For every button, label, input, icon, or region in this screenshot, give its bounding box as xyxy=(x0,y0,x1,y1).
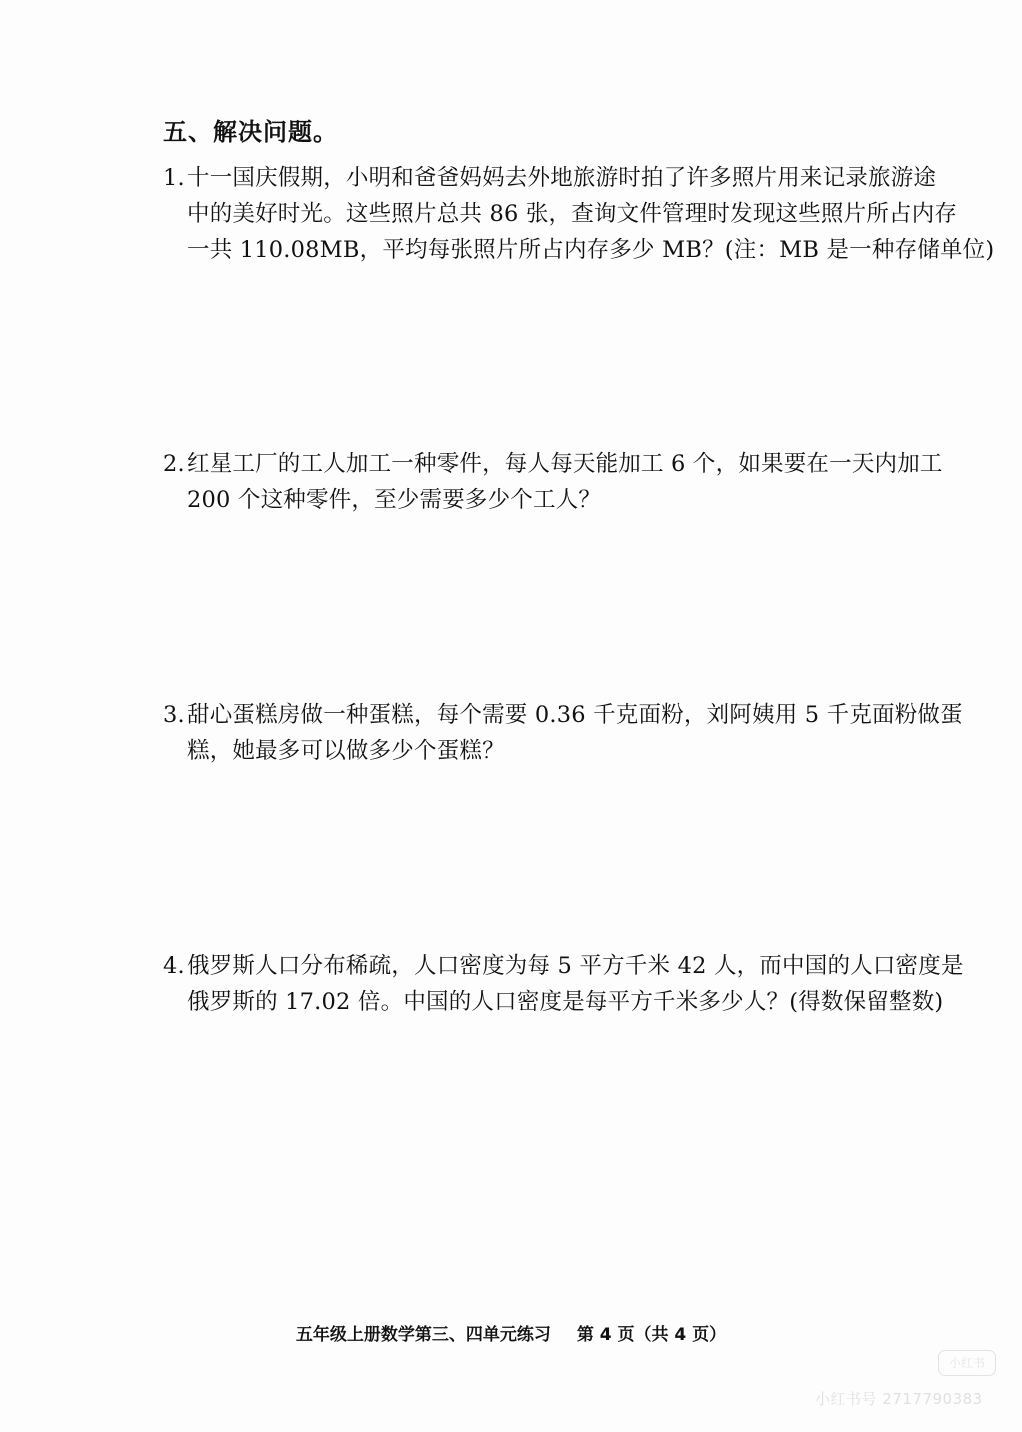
problem-text: 200 个这种零件，至少需要多少个工人？ xyxy=(187,487,602,513)
problem-line xyxy=(163,160,938,196)
problem-text: 俄罗斯的 17.02 倍。中国的人口密度是每平方千米多少人？(得数保留整数) xyxy=(187,989,944,1015)
watermark-text: 小红书号 2717790383 xyxy=(815,1390,983,1408)
problem-text: 红星工厂的工人加工一种零件，每人每天能加工 6 个，如果要在一天内加工 xyxy=(187,451,943,477)
problem-line xyxy=(163,948,964,984)
problem-4 xyxy=(163,948,964,1020)
watermark-logo: 小红书 xyxy=(938,1350,996,1376)
problem-line xyxy=(163,446,943,482)
problem-2 xyxy=(163,446,943,518)
problem-text: 甜心蛋糕房做一种蛋糕，每个需要 0.36 千克面粉，刘阿姨用 5 千克面粉做蛋 xyxy=(187,702,963,728)
problem-text: 俄罗斯人口分布稀疏，人口密度为每 5 平方千米 42 人，而中国的人口密度是 xyxy=(187,953,964,979)
problem-number: 1. xyxy=(163,165,185,191)
problem-text: 中的美好时光。这些照片总共 86 张，查询文件管理时发现这些照片所占内存 xyxy=(187,201,958,227)
problem-number: 3. xyxy=(163,702,185,728)
problem-1 xyxy=(163,160,995,268)
problem-line xyxy=(163,697,963,733)
problem-number: 4. xyxy=(163,953,185,979)
problem-text: 糕，她最多可以做多少个蛋糕？ xyxy=(187,738,505,764)
problem-text: 一共 110.08MB，平均每张照片所占内存多少 MB？(注：MB 是一种存储单位) xyxy=(187,237,995,263)
problem-number: 2. xyxy=(163,451,185,477)
section-title: 五、解决问题。 xyxy=(163,118,338,146)
footer-subject: 五年级上册数学第三、四单元练习 xyxy=(295,1325,551,1345)
problem-3 xyxy=(163,697,963,769)
footer-page-number: 第 4 页（共 4 页） xyxy=(576,1325,727,1345)
page-footer xyxy=(0,1320,1022,1345)
problem-text: 十一国庆假期，小明和爸爸妈妈去外地旅游时拍了许多照片用来记录旅游途 xyxy=(187,165,937,191)
